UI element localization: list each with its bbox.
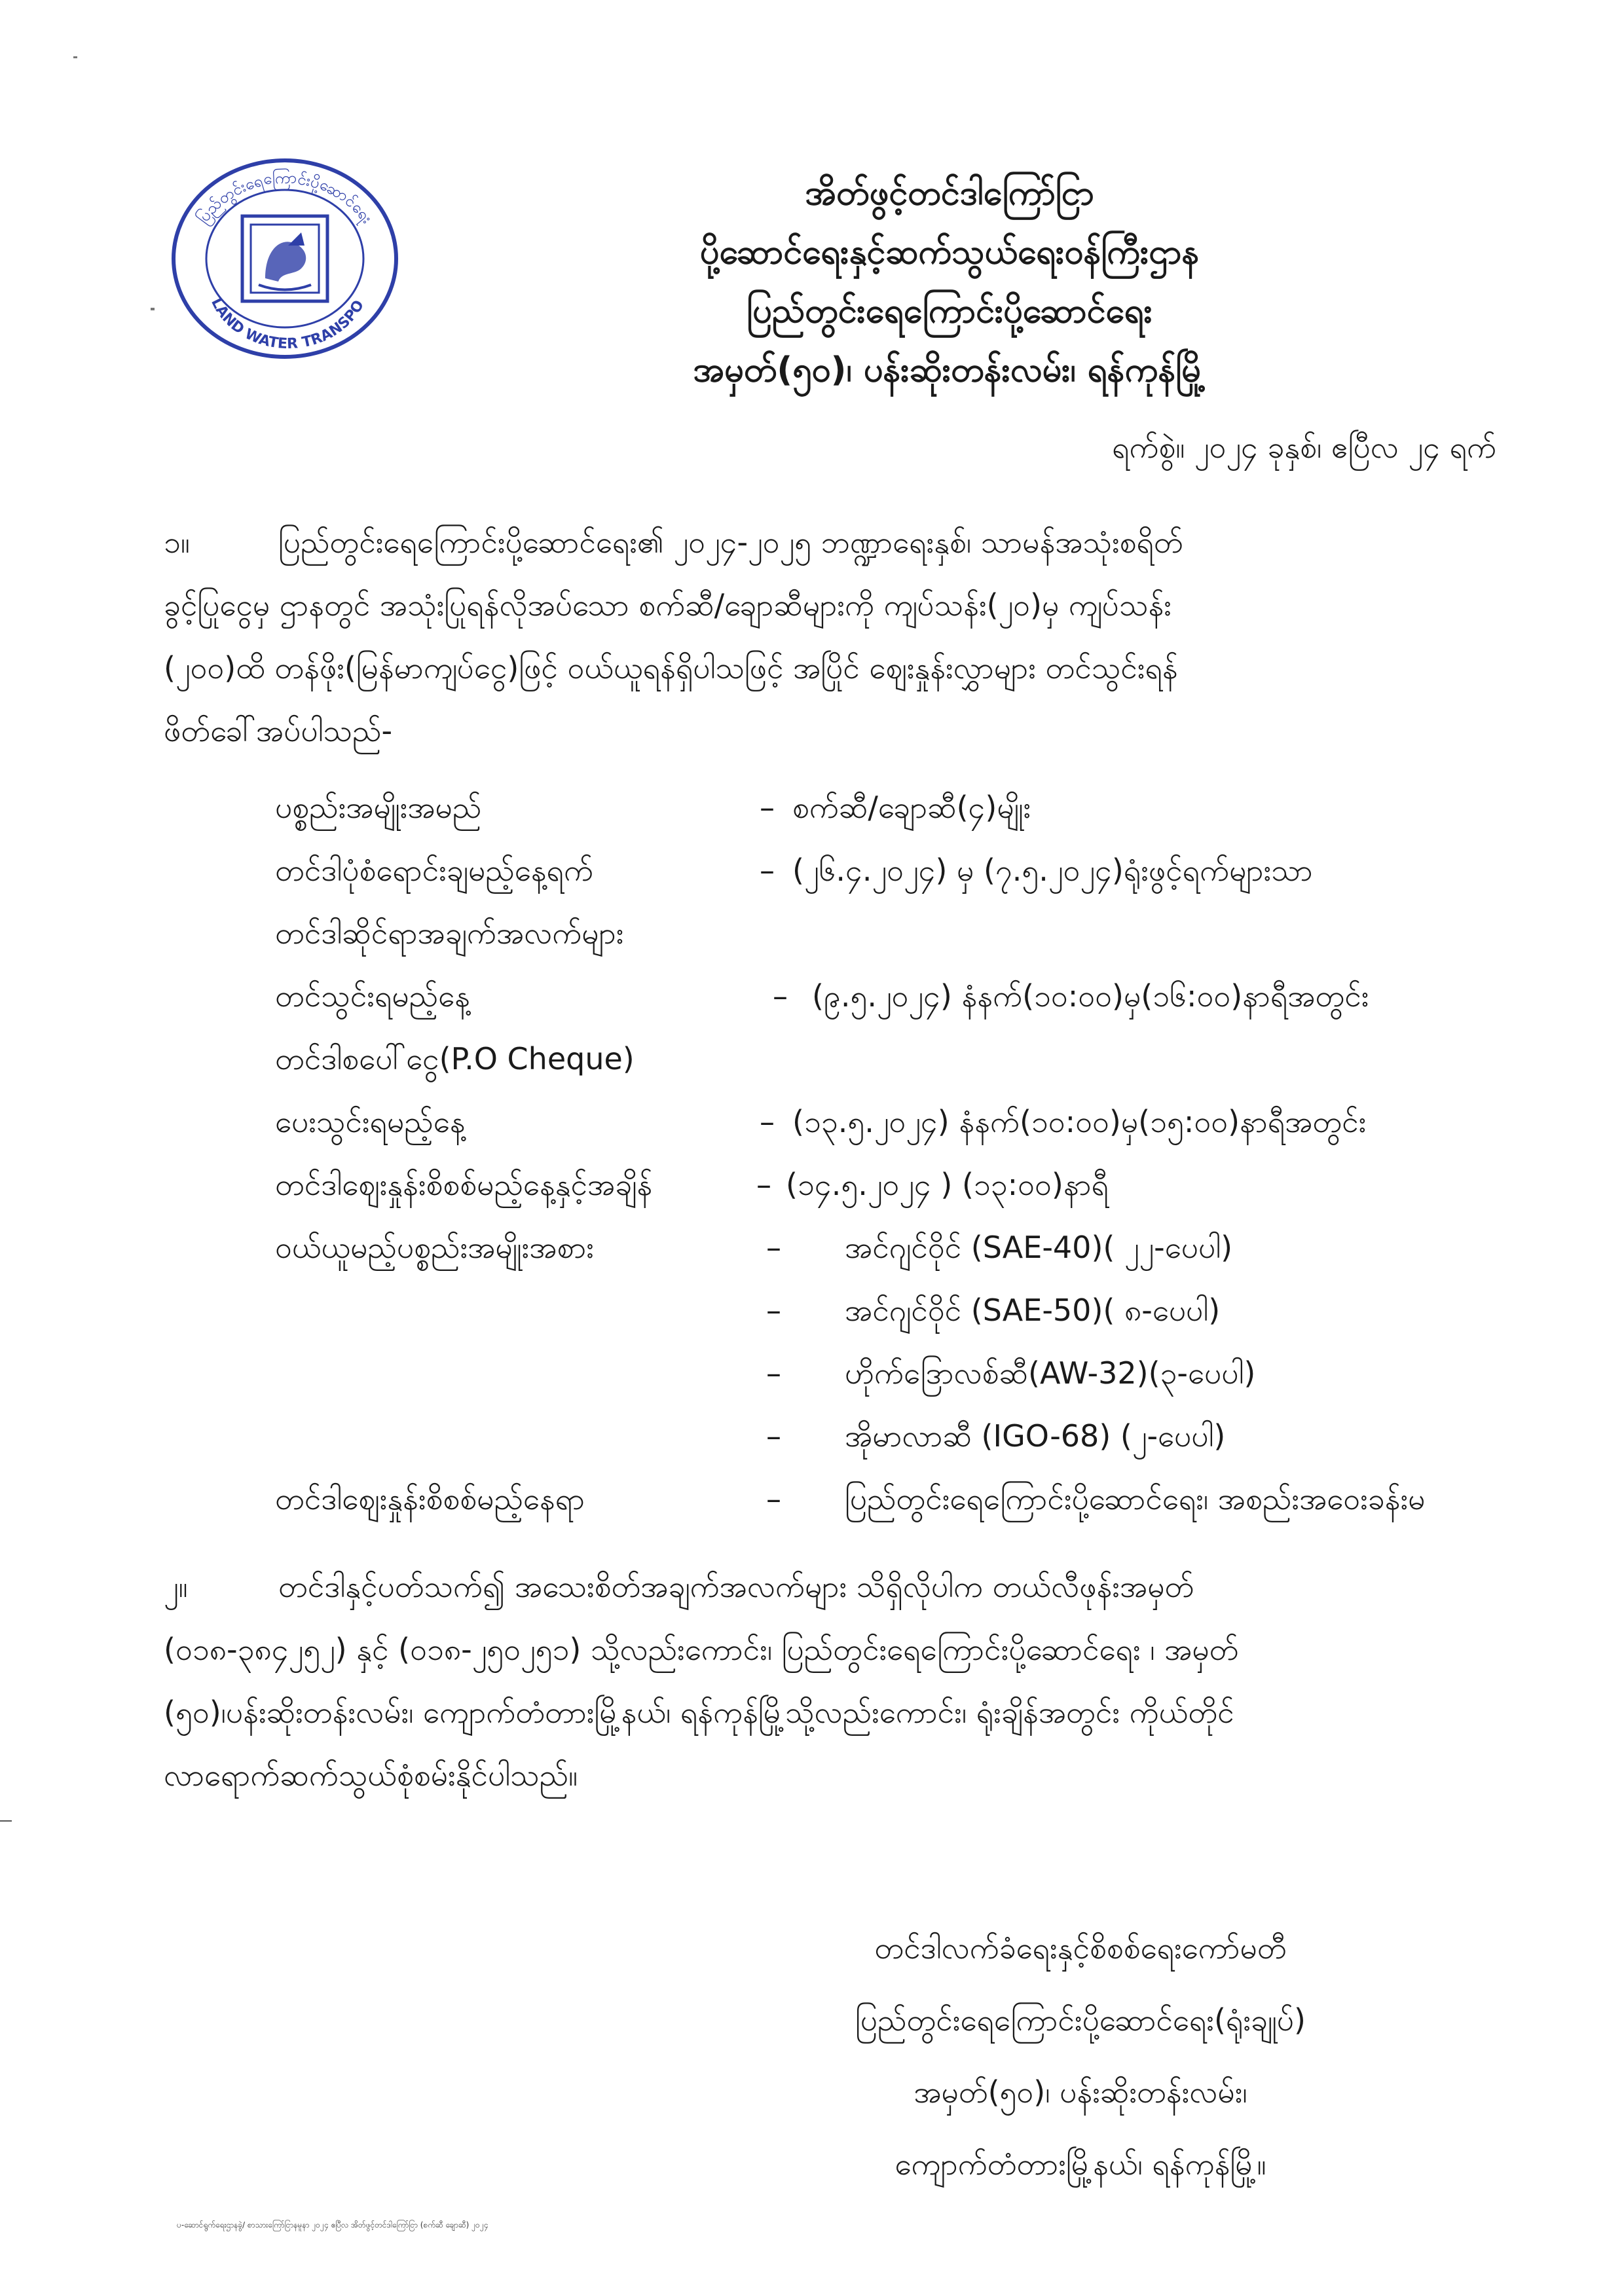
detail-row: [275, 1342, 1519, 1405]
organization-seal: [167, 154, 403, 363]
scan-speck: [151, 308, 155, 310]
detail-row: [275, 902, 1519, 964]
paragraph-2-line: လာရောက်ဆက်သွယ်စုံစမ်းနိုင်ပါသည်။: [164, 1757, 578, 1793]
paragraph-2: [164, 1555, 1506, 1807]
document-header: [458, 164, 1441, 399]
detail-value: (၂၆.၄.၂၀၂၄) မှ (၇.၅.၂၀၂၄)ရုံးဖွင့်ရက်များသာ: [792, 853, 1313, 888]
detail-value: စက်ဆီ/ချောဆီ(၄)မျိုး: [792, 790, 1031, 825]
department-address: အမှတ်(၅၀)၊ ပန်းဆိုးတန်းလမ်း၊ ရန်ကုန်မြို့: [693, 350, 1206, 390]
detail-row: [275, 1153, 1519, 1216]
detail-label: တင်သွင်းရမည့်နေ့: [275, 978, 470, 1014]
signature-block: [753, 1912, 1408, 2200]
ministry-name: ပို့ဆောင်ရေးနှင့်ဆက်သွယ်ရေးဝန်ကြီးဌာန: [699, 232, 1200, 272]
detail-row: [275, 964, 1519, 1027]
punch-mark: [0, 1820, 12, 1822]
paragraph-1-line: (၂၀၀)ထိ တန်ဖိုး(မြန်မာကျပ်ငွေ)ဖြင့် ဝယ်ယူရန်ရှိပါသဖြင့် အပြိုင် ဈေးနှုန်းလွှာများ တင်သွင်းရန်: [164, 650, 1178, 686]
paragraph-1-line: ဖိတ်ခေါ်အပ်ပါသည်-: [164, 713, 393, 748]
detail-value: (၁၄.၅.၂၀၂၄ ) (၁၃:၀၀)နာရီ: [786, 1167, 1109, 1202]
department-name: ပြည်တွင်းရေကြောင်းပို့ဆောင်ရေး: [747, 291, 1153, 331]
paragraph-2-line: (၀၁၈-၃၈၄၂၅၂) နှင့် (၀၁၈-၂၅၀၂၅၁) သို့လည်းကောင်း၊ ပြည်တွင်းရေကြောင်းပို့ဆောင်ရေး ၊ အမှတ်: [164, 1632, 1239, 1667]
detail-row: [275, 1027, 1519, 1090]
committee-name: တင်ဒါလက်ခံရေးနှင့်စိစစ်ရေးကော်မတီ: [874, 1930, 1287, 1966]
detail-dash: –: [760, 1104, 775, 1139]
detail-row: [275, 1279, 1519, 1342]
paragraph-number: ၁။: [164, 524, 190, 560]
paragraph-2-line: (၅၀)၊ပန်းဆိုးတန်းလမ်း၊ ကျောက်တံတားမြို့နယ်၊ ရန်ကုန်မြို့သို့လည်းကောင်း၊ ရုံးချိန်အတွင်း ကိုယ်တိုင်: [164, 1695, 1234, 1730]
detail-value: ပြည်တွင်းရေကြောင်းပို့ဆောင်ရေး၊ အစည်းအဝေးခန်းမ: [845, 1481, 1426, 1516]
paragraph-text: တင်ဒါနှင့်ပတ်သက်၍ အသေးစိတ်အချက်အလက်များ သိရှိလိုပါက တယ်လီဖုန်းအမှတ်: [278, 1569, 1194, 1604]
detail-row: [275, 776, 1519, 839]
detail-dash: –: [766, 1418, 781, 1454]
detail-label: တင်ဒါဈေးနှုန်းစိစစ်မည့်နေရာ: [275, 1481, 585, 1516]
detail-label: တင်ဒါဈေးနှုန်းစိစစ်မည့်နေ့နှင့်အချိန်: [275, 1167, 653, 1202]
detail-dash: –: [773, 978, 788, 1014]
paragraph-1-line: [164, 511, 1506, 574]
paragraph-text: ပြည်တွင်းရေကြောင်းပို့ဆောင်ရေး၏ ၂၀၂၄-၂၀၂၅ ဘဏ္ဍာရေးနှစ်၊ သာမန်အသုံးစရိတ်: [278, 524, 1183, 560]
detail-value: (၁၃.၅.၂၀၂၄) နံနက်(၁၀:၀၀)မှ(၁၅:၀၀)နာရီအတွင်း: [792, 1104, 1367, 1139]
office-address-2: ကျောက်တံတားမြို့နယ်၊ ရန်ကုန်မြို့။: [895, 2146, 1266, 2182]
paragraph-number: ၂။: [164, 1569, 188, 1604]
detail-dash: –: [760, 790, 775, 825]
goods-item: ဟိုက်ဒြောလစ်ဆီ(AW-32)(၃-ပေပါ): [845, 1355, 1256, 1391]
scan-speck: [73, 56, 77, 58]
paragraph-1-line: ခွင့်ပြုငွေမှ ဌာနတွင် အသုံးပြုရန်လိုအပ်သော စက်ဆီ/ချောဆီများကို ကျပ်သန်း(၂၀)မှ ကျပ်သန်း: [164, 587, 1172, 623]
paragraph-1: [164, 511, 1506, 762]
detail-row: [275, 1216, 1519, 1279]
detail-label: တင်ဒါပုံစံရောင်းချမည့်နေ့ရက်: [275, 853, 593, 888]
detail-label: တင်ဒါစပေါ်ငွေ(P.O Cheque): [275, 1041, 635, 1076]
seal-text-top: ပြည်တွင်းရေကြောင်းပို့ဆောင်ရေး: [193, 168, 377, 227]
notice-title: အိတ်ဖွင့်တင်ဒါကြော်ငြာ: [805, 174, 1094, 213]
detail-row: [275, 1090, 1519, 1153]
detail-dash: –: [766, 1293, 781, 1328]
detail-dash: –: [756, 1167, 771, 1202]
paragraph-2-line: [164, 1555, 1506, 1618]
tender-details: [275, 776, 1519, 1530]
seal-icon: [167, 154, 403, 363]
document-date: ရက်စွဲ။ ၂၀၂၄ ခုနှစ်၊ ဧပြီလ ၂၄ ရက်: [1112, 430, 1496, 465]
detail-row: [275, 1467, 1519, 1530]
seal-text-bottom: LAND WATER TRANSPO: [208, 295, 368, 353]
goods-item: အင်ဂျင်ဝိုင် (SAE-40)( ၂၂-ပေပါ): [845, 1230, 1233, 1265]
detail-row: [275, 1405, 1519, 1467]
detail-dash: –: [766, 1481, 781, 1516]
goods-item: အိုမာလာဆီ (IGO-68) (၂-ပေပါ): [845, 1418, 1226, 1454]
detail-dash: –: [766, 1230, 781, 1265]
detail-value: (၉.၅.၂၀၂၄) နံနက်(၁၀:၀၀)မှ(၁၆:၀၀)နာရီအတွင်း: [812, 978, 1369, 1014]
detail-label: ဝယ်ယူမည့်ပစ္စည်းအမျိုးအစား: [275, 1230, 594, 1265]
goods-item: အင်ဂျင်ဝိုင် (SAE-50)( ၈-ပေပါ): [845, 1293, 1221, 1328]
detail-label: တင်ဒါဆိုင်ရာအချက်အလက်များ: [275, 915, 624, 951]
office-address-1: အမှတ်(၅၀)၊ ပန်းဆိုးတန်းလမ်း၊: [913, 2074, 1247, 2110]
detail-dash: –: [766, 1355, 781, 1391]
office-name: ပြည်တွင်းရေကြောင်းပို့ဆောင်ရေး(ရုံးချုပ်): [855, 2002, 1306, 2038]
detail-label: ပစ္စည်းအမျိုးအမည်: [275, 790, 482, 825]
detail-dash: –: [760, 853, 775, 888]
detail-label: ပေးသွင်းရမည့်နေ့: [275, 1104, 466, 1139]
file-reference-footer: ပ-ဆောင်ရွက်ရေးဌာနခွဲ/ စာသားကြော်ငြာနမူနာ ၂၀၂၄ ဧပြီလ အိတ်ဖွင့်တင်ဒါကြော်ငြာ (စက်ဆီ ချောဆီ) ၂၀၂၄: [177, 2220, 489, 2230]
detail-row: [275, 839, 1519, 902]
